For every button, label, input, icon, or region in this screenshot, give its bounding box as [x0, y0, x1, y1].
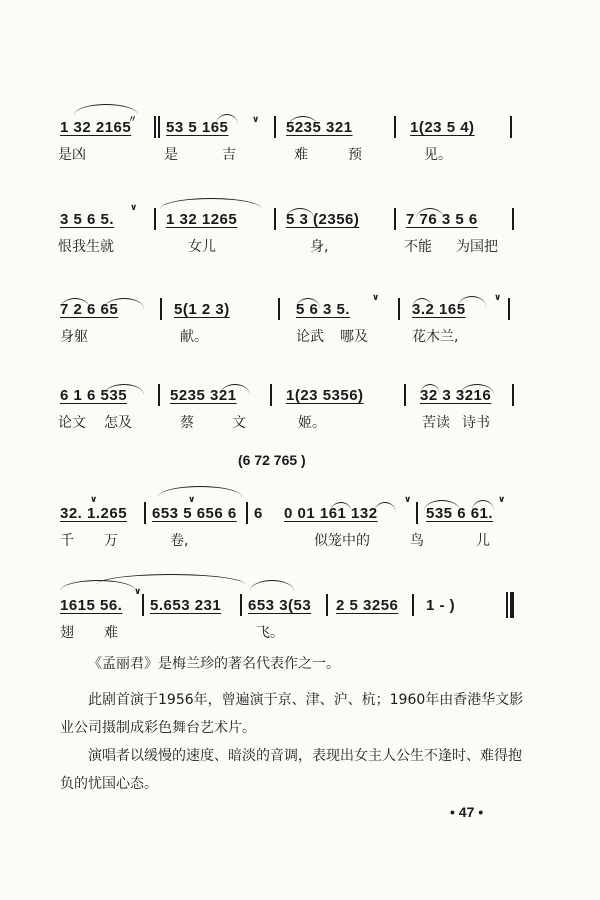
notes-measure: 5(1 2 3) — [174, 301, 230, 318]
lyric: 万 — [104, 533, 118, 549]
lyric: 卷, — [170, 533, 189, 549]
tremolo-mark: 〃 — [128, 115, 138, 125]
notes-measure: 3.2 165 — [412, 301, 466, 318]
bar-line — [512, 384, 514, 406]
lyric: 难 — [294, 147, 308, 163]
notes-measure: 5 3 (2356) — [286, 211, 360, 228]
notes-measure: 7 2 6 65 — [60, 301, 119, 318]
lyric: 诗书 — [462, 415, 490, 431]
lyric: 鸟 — [410, 533, 424, 549]
lyric: 是凶 — [58, 147, 86, 163]
breath-mark: ∨ — [498, 495, 506, 505]
bar-line — [154, 208, 156, 230]
final-bar-line — [510, 592, 514, 618]
bar-line — [142, 594, 144, 616]
lyric: 儿 — [476, 533, 490, 549]
lyric: 花木兰, — [412, 329, 459, 345]
lyric: 论文 — [58, 415, 86, 431]
bar-line — [158, 384, 160, 406]
lyric: 是 — [164, 147, 178, 163]
lyric: 预 — [348, 147, 362, 163]
notes-measure: 6 1 6 535 — [60, 387, 128, 404]
notes-measure: 6 — [254, 505, 263, 522]
notes-measure: 1615 56. — [60, 597, 123, 614]
breath-mark: ∨ — [372, 293, 380, 303]
breath-mark: ∨ — [252, 115, 260, 125]
bar-line — [416, 502, 418, 524]
notes-measure: 5235 321 — [170, 387, 237, 404]
notes-measure: 5235 321 — [286, 119, 353, 136]
lyric: 不能 — [404, 239, 432, 255]
notes-measure: 535 6 61. — [426, 505, 494, 522]
notes-measure: 32 3 3216 — [420, 387, 492, 404]
notes-measure: 1 - ) — [426, 597, 456, 614]
lyric: 难 — [104, 625, 118, 641]
notes-measure: 3 5 6 5. — [60, 211, 115, 228]
notes-measure: 1(23 5356) — [286, 387, 364, 404]
lyric: 似笼中的 — [314, 533, 370, 549]
notes-measure: 1 32 1265 — [166, 211, 238, 228]
lyric: 飞。 — [256, 625, 284, 641]
lyric: 见。 — [424, 147, 452, 163]
final-bar-line — [506, 592, 508, 618]
slur — [160, 198, 262, 209]
lyric: 论武 — [296, 329, 324, 345]
lyric: 哪及 — [340, 329, 368, 345]
bar-line — [512, 208, 514, 230]
lyric: 恨我生就 — [58, 239, 114, 255]
notes-measure: 1 32 2165 — [60, 119, 132, 136]
breath-mark: ∨ — [494, 293, 502, 303]
lyric: 千 — [60, 533, 74, 549]
bar-line — [278, 298, 280, 320]
bar-line — [144, 502, 146, 524]
bar-line — [398, 298, 400, 320]
notes-measure: 32. 1.265 — [60, 505, 128, 522]
notes-measure: 7 76 3 5 6 — [406, 211, 478, 228]
notes-measure: 53 5 165 — [166, 119, 229, 136]
lyric: 为国把 — [456, 239, 498, 255]
notes-measure: 653 3(53 — [248, 597, 312, 614]
lyric: 翅 — [60, 625, 74, 641]
bar-line — [274, 116, 276, 138]
slur — [96, 574, 246, 585]
page-number: • 47 • — [450, 804, 484, 820]
lyric: 身, — [310, 239, 329, 255]
notes-measure: 5 6 3 5. — [296, 301, 351, 318]
bar-line — [270, 384, 272, 406]
notes-measure: 1(23 5 4) — [410, 119, 475, 136]
bar-line — [326, 594, 328, 616]
breath-mark: ∨ — [404, 495, 412, 505]
bar-line — [160, 298, 162, 320]
bar-line — [158, 116, 160, 138]
lyric: 献。 — [180, 329, 208, 345]
slur — [250, 580, 294, 591]
paragraph-performance: 演唱者以缓慢的速度、暗淡的音调，表现出女主人公生不逢时、难得抱负的忧国心态。 — [60, 748, 522, 792]
notes-measure: 2 5 3256 — [336, 597, 399, 614]
bar-line — [404, 384, 406, 406]
slur — [74, 104, 138, 115]
bar-line — [510, 116, 512, 138]
interlude-notation: (6 72 765 ) — [238, 452, 306, 468]
breath-mark: ∨ — [188, 495, 196, 505]
notes-measure: 5.653 231 — [150, 597, 222, 614]
notes-measure: 0 01 161 132 — [284, 505, 378, 522]
lyric: 苦读 — [422, 415, 450, 431]
lyric: 吉 — [222, 147, 236, 163]
bar-line — [412, 594, 414, 616]
bar-line — [508, 298, 510, 320]
lyric: 姬。 — [298, 415, 326, 431]
bar-line — [240, 594, 242, 616]
breath-mark: ∨ — [130, 203, 138, 213]
bar-line — [394, 208, 396, 230]
paragraph-intro: 《孟丽君》是梅兰珍的著名代表作之一。 — [88, 656, 340, 672]
breath-mark: ∨ — [134, 587, 142, 597]
bar-line — [394, 116, 396, 138]
bar-line — [154, 116, 156, 138]
lyric: 文 — [232, 415, 246, 431]
bar-line — [246, 502, 248, 524]
bar-line — [274, 208, 276, 230]
lyric: 蔡 — [180, 415, 194, 431]
lyric: 女儿 — [188, 239, 216, 255]
breath-mark: ∨ — [90, 495, 98, 505]
notes-measure: 653 5 656 6 — [152, 505, 237, 522]
paragraph-history: 此剧首演于1956年，曾遍演于京、津、沪、杭；1960年由香港华文影业公司摄制成彩色舞台艺术片。 — [60, 692, 524, 736]
lyric: 身躯 — [60, 329, 88, 345]
lyric: 怎及 — [104, 415, 132, 431]
slur — [158, 486, 242, 497]
